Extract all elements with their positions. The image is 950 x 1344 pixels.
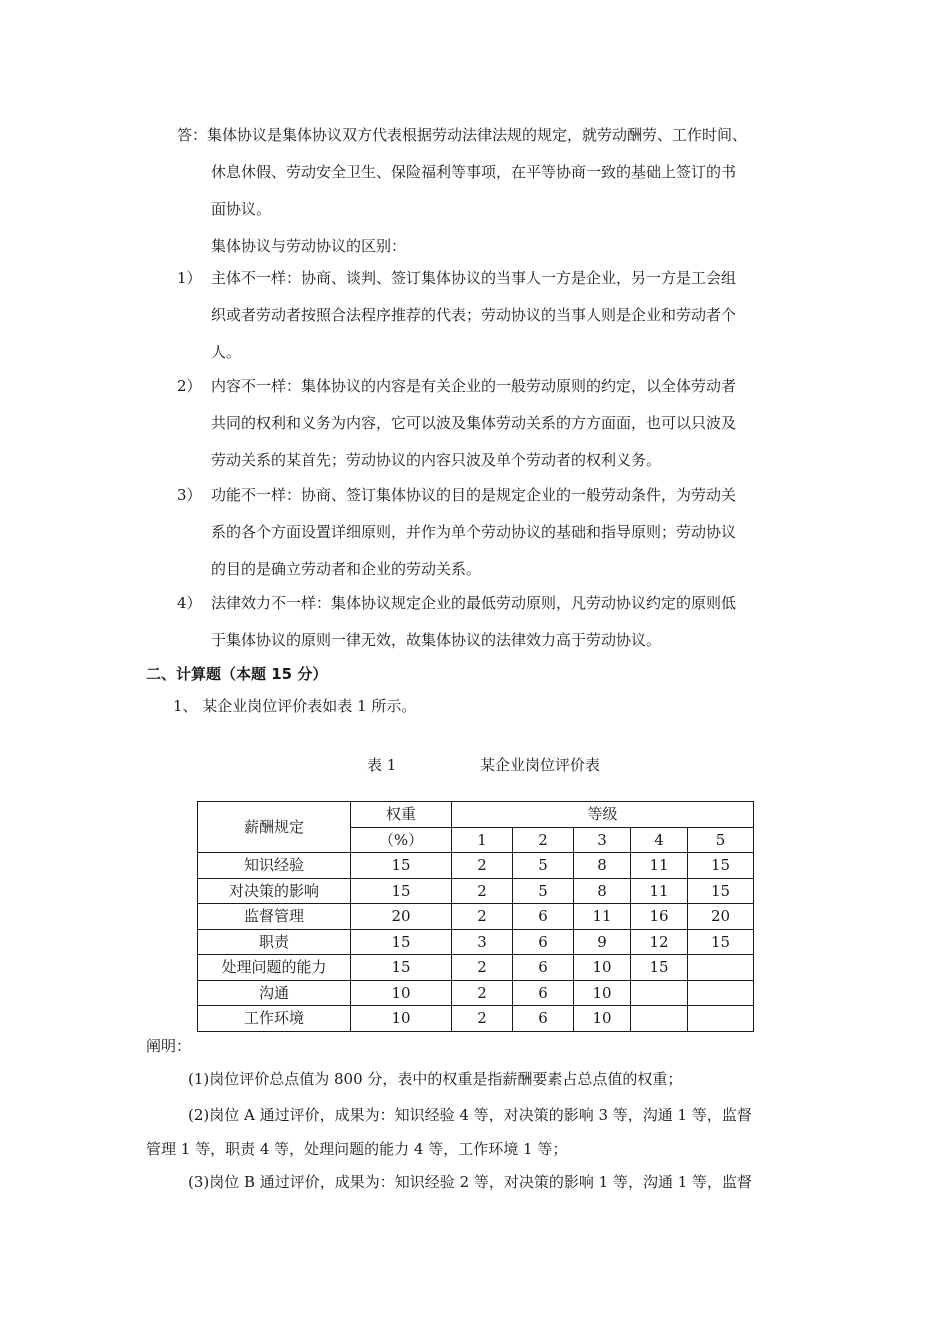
item-4-line-1: 法律效力不一样：集体协议规定企业的最低劳动原则，凡劳动协议约定的原则低	[211, 594, 737, 612]
factor-weight: 10	[351, 1006, 452, 1032]
grade-header-cell: 4	[631, 827, 688, 853]
grade-cell: 2	[452, 904, 513, 930]
grade-cell: 11	[631, 853, 688, 879]
factor-name: 处理问题的能力	[198, 955, 351, 981]
item-number-3: 3）	[177, 486, 202, 504]
grade-cell: 11	[574, 904, 631, 930]
factor-name: 工作环境	[198, 1006, 351, 1032]
header-weight: 权重	[351, 802, 452, 828]
table-title: 某企业岗位评价表	[480, 756, 601, 774]
item-1-line-2: 织或者劳动者按照合法程序推荐的代表；劳动协议的当事人则是企业和劳动者个	[211, 306, 737, 324]
job-evaluation-table	[197, 801, 754, 1032]
note-3-line-1: (3)岗位 B 通过评价，成果为：知识经验 2 等，对决策的影响 1 等，沟通 1 等，监督	[188, 1173, 753, 1191]
grade-cell: 3	[452, 929, 513, 955]
item-1-line-1: 主体不一样：协商、谈判、签订集体协议的当事人一方是企业，另一方是工会组	[211, 269, 737, 287]
grade-cell: 6	[513, 980, 574, 1006]
note-2-line-1: (2)岗位 A 通过评价，成果为：知识经验 4 等，对决策的影响 3 等，沟通 1 等，监督	[188, 1106, 752, 1124]
grade-cell	[688, 980, 754, 1006]
factor-name: 监督管理	[198, 904, 351, 930]
item-1-line-3: 人。	[211, 343, 242, 361]
grade-cell	[631, 1006, 688, 1032]
grade-cell: 9	[574, 929, 631, 955]
table-label: 表 1	[367, 756, 397, 774]
table-row	[198, 929, 754, 955]
item-3-line-2: 系的各个方面设置详细原则，并作为单个劳动协议的基础和指导原则；劳动协议	[211, 523, 737, 541]
factor-weight: 20	[351, 904, 452, 930]
table-row	[198, 980, 754, 1006]
grade-cell: 15	[631, 955, 688, 981]
grade-cell: 15	[688, 878, 754, 904]
grade-header-cell: 3	[574, 827, 631, 853]
grade-cell: 15	[688, 853, 754, 879]
grade-cell: 2	[452, 1006, 513, 1032]
grade-cell: 6	[513, 904, 574, 930]
grade-cell: 15	[688, 929, 754, 955]
factor-name: 对决策的影响	[198, 878, 351, 904]
grade-cell: 2	[452, 980, 513, 1006]
item-2-line-2: 共同的权利和义务为内容，它可以波及集体劳动关系的方方面面，也可以只波及	[211, 414, 737, 432]
header-grade: 等级	[452, 802, 754, 828]
notes-label: 阐明：	[146, 1037, 192, 1055]
grade-cell: 16	[631, 904, 688, 930]
table-row	[198, 904, 754, 930]
grade-cell: 2	[452, 853, 513, 879]
answer-line-1: 答：集体协议是集体协议双方代表根据劳动法律法规的规定，就劳动酬劳、工作时间、	[177, 126, 748, 144]
table-row	[198, 878, 754, 904]
table-row	[198, 1006, 754, 1032]
factor-name: 职责	[198, 929, 351, 955]
table-row	[198, 955, 754, 981]
item-number-1: 1）	[177, 269, 202, 287]
item-number-2: 2）	[177, 377, 202, 395]
item-3-line-3: 的目的是确立劳动者和企业的劳动关系。	[211, 560, 482, 578]
answer-line-4: 集体协议与劳动协议的区别：	[211, 237, 407, 255]
factor-weight: 15	[351, 878, 452, 904]
header-weight-unit: （%）	[351, 827, 452, 853]
grade-cell: 8	[574, 878, 631, 904]
factor-weight: 10	[351, 980, 452, 1006]
grade-cell: 2	[452, 878, 513, 904]
grade-cell: 10	[574, 1006, 631, 1032]
grade-cell: 20	[688, 904, 754, 930]
grade-cell: 6	[513, 929, 574, 955]
grade-cell: 6	[513, 1006, 574, 1032]
grade-cell: 5	[513, 853, 574, 879]
answer-line-2: 休息休假、劳动安全卫生、保险福利等事项，在平等协商一致的基础上签订的书	[211, 163, 737, 181]
grade-header-cell: 1	[452, 827, 513, 853]
header-factor: 薪酬规定	[198, 802, 351, 853]
grade-cell	[631, 980, 688, 1006]
item-2-line-1: 内容不一样：集体协议的内容是有关企业的一般劳动原则的约定，以全体劳动者	[211, 377, 737, 395]
table-row	[198, 853, 754, 879]
factor-weight: 15	[351, 929, 452, 955]
grade-cell: 10	[574, 980, 631, 1006]
grade-cell	[688, 1006, 754, 1032]
section-heading: 二、计算题（本题 15 分）	[146, 665, 328, 683]
item-2-line-3: 劳动关系的某首先；劳动协议的内容只波及单个劳动者的权利义务。	[211, 451, 662, 469]
grade-cell: 8	[574, 853, 631, 879]
answer-line-3: 面协议。	[211, 200, 272, 218]
grade-cell: 11	[631, 878, 688, 904]
grade-cell: 6	[513, 955, 574, 981]
grade-cell: 2	[452, 955, 513, 981]
note-2-line-2: 管理 1 等，职责 4 等，处理问题的能力 4 等，工作环境 1 等；	[146, 1140, 568, 1158]
grade-header-cell: 5	[688, 827, 754, 853]
item-number-4: 4）	[177, 594, 202, 612]
grade-cell: 5	[513, 878, 574, 904]
factor-weight: 15	[351, 853, 452, 879]
grade-cell	[688, 955, 754, 981]
item-4-line-2: 于集体协议的原则一律无效，故集体协议的法律效力高于劳动协议。	[211, 631, 662, 649]
factor-name: 知识经验	[198, 853, 351, 879]
question-1: 1、 某企业岗位评价表如表 1 所示。	[173, 697, 417, 715]
note-1: (1)岗位评价总点值为 800 分，表中的权重是指薪酬要素占总点值的权重；	[188, 1070, 683, 1088]
table-header-row	[198, 802, 754, 828]
item-3-line-1: 功能不一样：协商、签订集体协议的目的是规定企业的一般劳动条件，为劳动关	[211, 486, 737, 504]
factor-weight: 15	[351, 955, 452, 981]
grade-cell: 12	[631, 929, 688, 955]
grade-header-cell: 2	[513, 827, 574, 853]
factor-name: 沟通	[198, 980, 351, 1006]
grade-cell: 10	[574, 955, 631, 981]
